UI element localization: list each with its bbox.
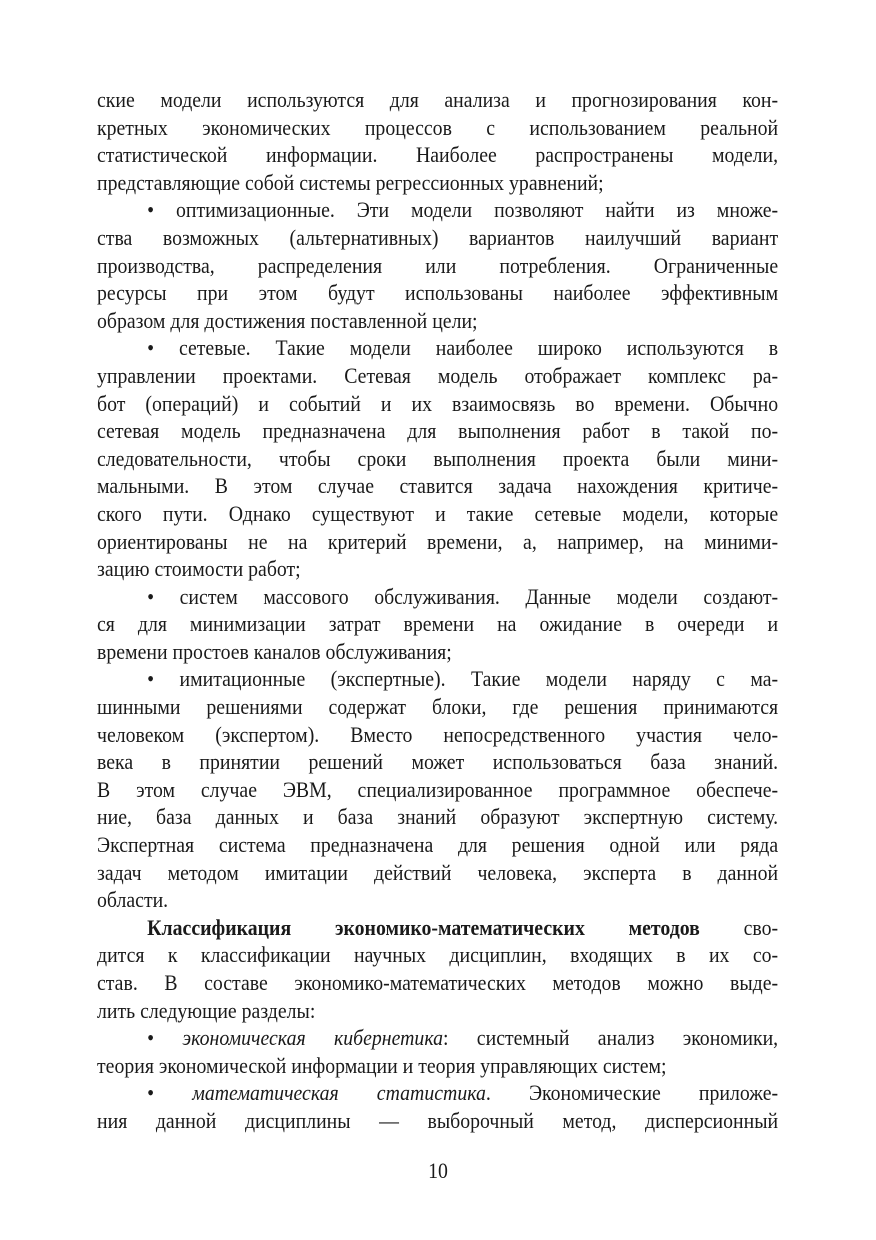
text-line: [97, 803, 778, 831]
text-segment: бот (операций) и событий и их взаимосвязь во времени. Обычно: [97, 390, 779, 416]
text-line: [97, 528, 778, 556]
text-segment: шинными решениями содержат блоки, где решения принимаются: [97, 694, 779, 720]
text-segment: ские модели используются для анализа и прогнозирования кон-: [97, 87, 779, 112]
text-segment: теория экономической информации и теория управляющих систем;: [97, 1052, 667, 1078]
text-segment: статистической информации. Наиболее распространены модели,: [97, 142, 779, 168]
text-line: [97, 307, 778, 335]
text-segment: представляющие собой системы регрессионных уравнений;: [97, 169, 604, 195]
text-segment: сетевая модель предназначена для выполнения работ в такой по-: [97, 418, 779, 444]
text-line: [97, 1052, 778, 1080]
page-number: 10: [428, 1158, 448, 1183]
text-line: [97, 997, 778, 1025]
text-segment: задач методом имитации действий человека, эксперта в данной: [97, 859, 779, 885]
italic-term: математическая статистика: [192, 1080, 486, 1106]
text-line: [97, 196, 778, 224]
text-line: [97, 334, 778, 362]
text-segment: • систем массового обслуживания. Данные модели создают-: [147, 583, 779, 609]
italic-term: экономическая кибернетика: [182, 1025, 444, 1051]
text-line: [97, 610, 778, 638]
text-segment: • сетевые. Такие модели наиболее широко используются в: [147, 335, 779, 361]
text-line: [97, 500, 778, 528]
text-line: [97, 1079, 778, 1107]
text-segment: • имитационные (экспертные). Такие модели наряду с ма-: [147, 666, 779, 692]
text-segment: века в принятии решений может использоваться база знаний.: [97, 749, 779, 775]
text-segment: ся для минимизации затрат времени на ожидание в очереди и: [97, 611, 779, 637]
text-segment: мальными. В этом случае ставится задача нахождения критиче-: [97, 473, 779, 499]
paragraph: [97, 914, 778, 1024]
text-line: [97, 141, 778, 169]
text-segment: . Экономические приложе-: [485, 1080, 779, 1106]
text-line: [97, 638, 778, 666]
text-segment: •: [147, 1025, 183, 1051]
text-segment: дится к классификации научных дисциплин, входящих в их со-: [97, 942, 779, 968]
text-segment: Экспертная система предназначена для решения одной или ряда: [97, 832, 779, 858]
text-segment: кретных экономических процессов с использованием реальной: [97, 114, 779, 140]
text-line: [97, 1107, 778, 1135]
text-segment: лить следующие разделы:: [97, 997, 316, 1023]
text-segment: В этом случае ЭВМ, специализированное программное обеспече-: [97, 776, 779, 802]
text-segment: управлении проектами. Сетевая модель отображает комплекс ра-: [97, 362, 779, 388]
text-line: [97, 886, 778, 914]
text-line: [97, 859, 778, 887]
text-segment: производства, распределения или потребления. Ограниченные: [97, 252, 779, 278]
text-segment: ние, база данных и база знаний образуют экспертную систему.: [97, 804, 779, 830]
text-segment: области.: [97, 887, 169, 913]
text-line: [97, 252, 778, 280]
text-segment: •: [147, 1080, 193, 1106]
text-line: [97, 555, 778, 583]
text-line: [97, 748, 778, 776]
page-body-text: [97, 86, 778, 1135]
text-segment: образом для достижения поставленной цели;: [97, 307, 478, 333]
text-line: [97, 472, 778, 500]
text-segment: ния данной дисциплины — выборочный метод, дисперсионный: [97, 1107, 779, 1133]
text-line: [97, 362, 778, 390]
text-line: [97, 445, 778, 473]
text-line: [97, 941, 778, 969]
text-line: [97, 279, 778, 307]
text-segment: человеком (экспертом). Вместо непосредственного участия чело-: [97, 721, 779, 747]
text-line: [97, 831, 778, 859]
text-line: [97, 417, 778, 445]
text-segment: ориентированы не на критерий времени, а, например, на миними-: [97, 528, 779, 554]
text-segment: следовательности, чтобы сроки выполнения проекта были мини-: [97, 445, 779, 471]
text-line: [97, 969, 778, 997]
text-line: [97, 693, 778, 721]
text-line: [97, 1024, 778, 1052]
text-segment: ства возможных (альтернативных) вариантов наилучший вариант: [97, 224, 779, 250]
text-segment: став. В составе экономико-математических методов можно выде-: [97, 970, 779, 995]
text-line: [97, 224, 778, 252]
paragraph: [97, 86, 778, 196]
text-line: [97, 583, 778, 611]
text-line: [97, 169, 778, 197]
text-line: [97, 721, 778, 749]
paragraph: [97, 196, 778, 334]
text-line: [97, 390, 778, 418]
text-line: [97, 776, 778, 804]
text-segment: ского пути. Однако существуют и такие сетевые модели, которые: [97, 500, 779, 526]
text-segment: • оптимизационные. Эти модели позволяют найти из множе-: [147, 197, 779, 223]
bold-term: Классификация экономико-математических методов: [147, 914, 700, 940]
paragraph: [97, 583, 778, 666]
paragraph: [97, 1024, 778, 1079]
text-line: [97, 914, 778, 942]
text-segment: : системный анализ экономики,: [443, 1025, 779, 1051]
text-segment: зацию стоимости работ;: [97, 556, 301, 582]
text-segment: ресурсы при этом будут использованы наиболее эффективным: [97, 280, 779, 306]
text-segment: сво-: [699, 914, 779, 940]
text-line: [97, 114, 778, 142]
text-line: [97, 86, 778, 114]
text-segment: времени простоев каналов обслуживания;: [97, 638, 452, 664]
paragraph: [97, 334, 778, 582]
text-line: [97, 665, 778, 693]
paragraph: [97, 665, 778, 913]
paragraph: [97, 1079, 778, 1134]
